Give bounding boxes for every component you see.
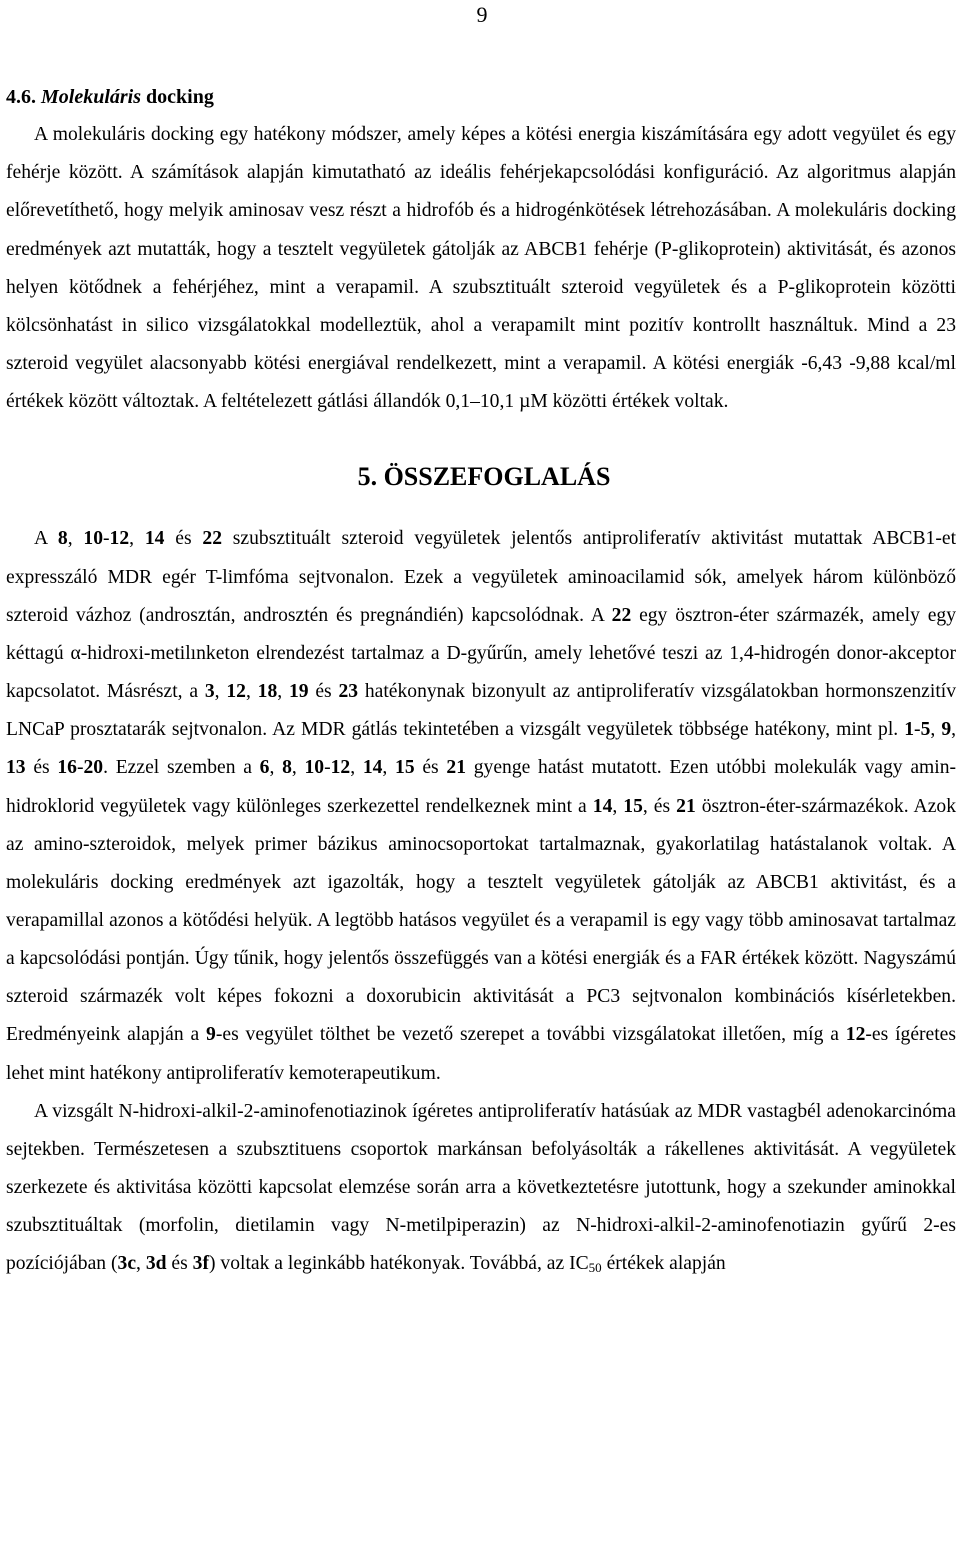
compound-number: 6 [259, 757, 270, 779]
section-heading-4-6 [6, 78, 956, 116]
text-run: szubsztituált szteroid vegyületek jelentős antiproliferatív aktivitást mutattak ABCB1-et expresszáló MDR egér T-limfóma sejtvonalon. Ezek a vegyületek aminoacilamid sók, amelyek három különböző szteroid vázhoz (androsztán, androsztén és pregnándién) kapcsolódnak. A [6, 528, 957, 626]
text-run: , [291, 757, 305, 779]
page-content [6, 78, 956, 1284]
text-run: ) voltak a leginkább hatékonyak. Továbbá, az IC [208, 1253, 589, 1275]
text-run: A [34, 528, 58, 550]
text-run: -es vegyület tölthet be vezető szerepet a további vizsgálatokat illetően, míg a [215, 1024, 846, 1046]
section-title-rest: docking [146, 86, 214, 108]
compound-number: 19 [288, 681, 309, 703]
subscript: 50 [588, 1260, 602, 1276]
compound-number: 20 [83, 757, 104, 779]
text-run: értékek alapján [601, 1253, 726, 1275]
compound-number: 1 [904, 719, 915, 741]
compound-number: 23 [338, 681, 359, 703]
text-run: , [277, 681, 289, 703]
section-number: 4.6. [6, 86, 36, 108]
compound-number: 3d [145, 1253, 167, 1275]
text-run: és [166, 1253, 193, 1275]
text-run: - [76, 757, 84, 779]
text-run: , [382, 757, 396, 779]
text-run: , [930, 719, 942, 741]
text-run: - [103, 528, 110, 550]
text-run: és [308, 681, 339, 703]
compound-number: 9 [206, 1024, 216, 1046]
compound-number: 8 [282, 757, 292, 779]
text-run: -es ígéretes lehet mint hatékony antiproliferatív kemoterapeutikum. [6, 1024, 957, 1084]
compound-number: 21 [676, 795, 696, 817]
text-run: és [164, 528, 203, 550]
text-run: , [350, 757, 363, 779]
text-run: , [67, 528, 84, 550]
text-run: . Ezzel szemben a [103, 757, 260, 779]
compound-number: 12 [330, 757, 351, 779]
compound-number: 14 [592, 795, 613, 817]
compound-number: 3 [204, 681, 215, 703]
text-run: , [951, 719, 957, 741]
text-run: gyenge hatást mutatott. Ezen utóbbi molekulák vagy amin-hidroklorid vegyületek vagy különleges szerkezettel rendelkeznek mint a [6, 757, 957, 817]
text-run: és [414, 757, 447, 779]
text-run: - [324, 757, 331, 779]
compound-number: 8 [57, 528, 68, 550]
compound-number: 14 [362, 757, 383, 779]
compound-number: 12 [109, 528, 130, 550]
compound-number: 10 [83, 528, 103, 550]
compound-number: 3c [117, 1253, 137, 1275]
section-title-italic: Molekuláris [41, 86, 142, 108]
compound-number: 10 [304, 757, 325, 779]
text-run: , [269, 757, 283, 779]
text-run: hatékonynak bizonyult az antiproliferatív vizsgálatokban hormonszenzitív LNCaP prosztatarák sejtvonalon. Az MDR gátlás tekintetében a vizsgált vegyületek többsége hatékony, mint pl. [6, 681, 957, 741]
compound-number: 15 [395, 757, 415, 779]
text-run: - [914, 719, 921, 741]
compound-number: 12 [226, 681, 246, 703]
compound-number: 22 [611, 604, 632, 626]
text-run: , és [642, 795, 677, 817]
text-run: A vizsgált N-hidroxi-alkil-2-aminofenotiazinok ígéretes antiproliferatív hatásúak az MDR vastagbél adenokarcinóma sejtekben. Természetesen a szubsztituens csoportok markánsan befolyásolták a rákellenes aktivitását. A vegyületek szerkezete és aktivitása közötti kapcsolat elemzése során arra a következtetésre jutottunk, hogy a szekunder aminokkal szubsztituáltak (morfolin, dietilamin vagy N-metilpiperazin) az N-hidroxi-alkil-2-aminofenotiazin gyűrű 2-es pozíciójában ( [6, 1100, 956, 1275]
compound-number: 16 [57, 757, 77, 779]
compound-number: 15 [623, 795, 643, 817]
compound-number: 3f [192, 1253, 209, 1275]
text-run: , [245, 681, 258, 703]
docking-paragraph: A molekuláris docking egy hatékony módszer, amely képes a kötési energia kiszámítására egy adott vegyület és egy fehérje között. A számítások alapján kimutatható az ideális fehérjekapcsolódási konfiguráció. Az algoritmus alapján előrevetíthető, hogy melyik aminosav vesz részt a hidrofób és a hidrogénkötések létrehozásában. A molekuláris docking eredmények azt mutatták, hogy a tesztelt vegyületek gátolják az ABCB1 fehérje (P-glikoprotein) aktivitását, és azonos helyen kötődnek a fehérjéhez, mint a verapamil. A szubsztituált szteroid vegyületek és a P-glikoprotein közötti kölcsönhatást in silico vizsgálatokkal modelleztük, ahol a verapamilt mint pozitív kontrollt használtuk. Mind a 23 szteroid vegyület alacsonyabb kötési energiával rendelkezett, mint a verapamil. A kötési energiák -6,43 -9,88 kcal/ml értékek között változtak. A feltételezett gátlási állandók 0,1–10,1 µM közötti értékek voltak. [6, 124, 956, 413]
summary-paragraph-1 [6, 520, 956, 1092]
text-run: , [136, 1253, 146, 1275]
summary-heading: 5. ÖSSZEFOGLALÁS [357, 462, 611, 492]
summary-paragraph-2 [6, 1093, 956, 1284]
compound-number: 22 [202, 528, 222, 550]
compound-number: 18 [257, 681, 278, 703]
text-run: , [129, 528, 145, 550]
text-run: és [25, 757, 58, 779]
compound-number: 13 [6, 757, 26, 779]
compound-number: 12 [845, 1024, 866, 1046]
compound-number: 5 [920, 719, 931, 741]
compound-number: 21 [446, 757, 467, 779]
text-run: ösztron-éter-származékok. Azok az amino-szteroidok, melyek primer bázikus aminocsoportokat tartalmaznak, gyakorlatilag hatástalanok voltak. A molekuláris docking eredmények azt igazolták, hogy a tesztelt vegyületek gátolják az ABCB1 aktivitást, és a verapamillal azonos a kötődési helyük. A legtöbb hatásos vegyület és a verapamil is egy vagy több aminosavat tartalmaz a kapcsolódási pontján. Úgy tűnik, hogy jelentős összefüggés van a kötési energiák és a FAR értékek között. Nagyszámú szteroid származék volt képes fokozni a doxorubicin aktivitását a PC3 sejtvonalon kombinációs kísérletekben. Eredményeink alapján a [6, 795, 956, 1046]
compound-number: 9 [941, 719, 952, 741]
page-number: 9 [476, 2, 488, 27]
compound-number: 14 [144, 528, 165, 550]
text-run: , [612, 795, 624, 817]
text-run: , [214, 681, 227, 703]
text-run: egy ösztron-éter származék, amely egy kéttagú α-hidroxi-metilınketon elrendezést tartalmaz a D-gyűrűn, amely lehetővé teszi az 1,4-hidrogén donor-akceptor kapcsolatot. Másrészt, a [6, 604, 956, 703]
